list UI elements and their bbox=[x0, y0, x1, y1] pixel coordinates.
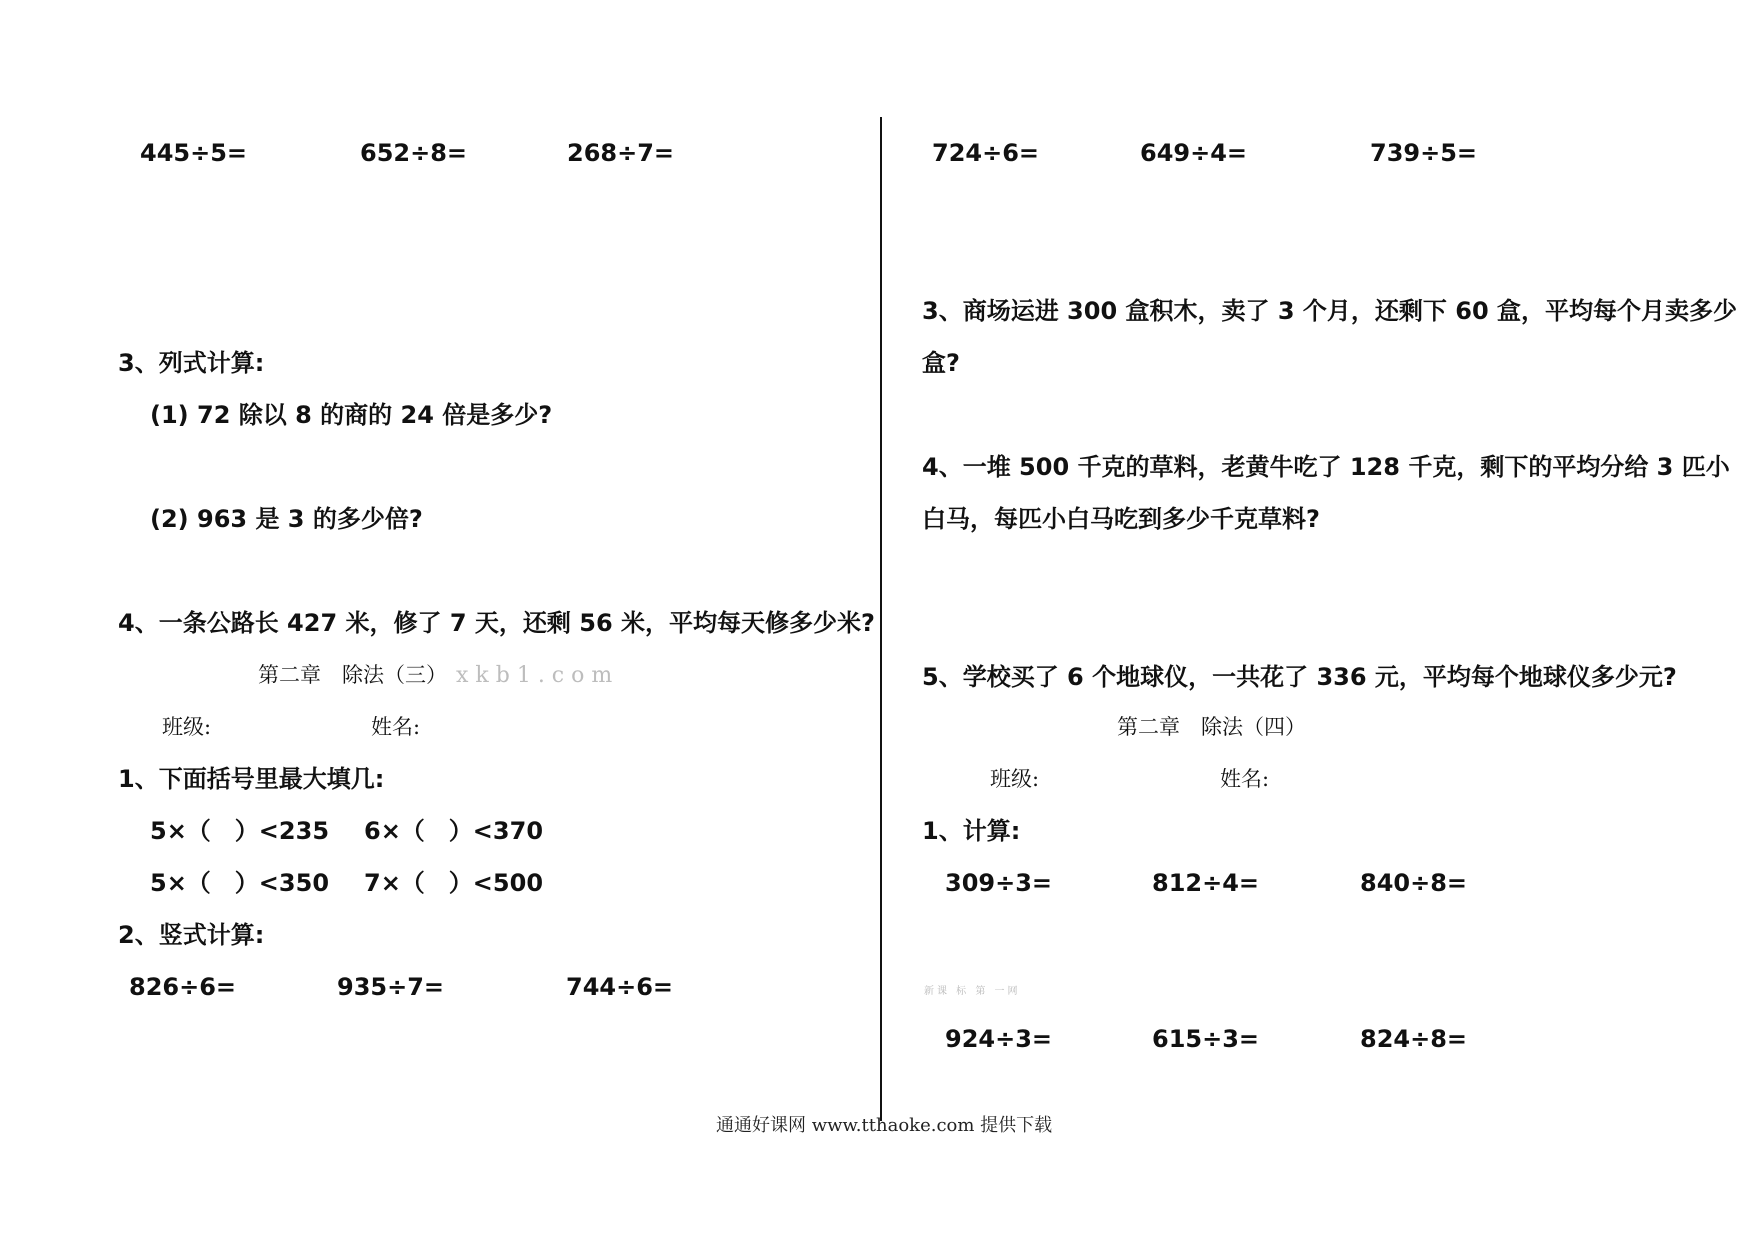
page-divider bbox=[880, 117, 882, 1121]
name-label-left: 姓名: bbox=[371, 715, 421, 739]
section3-question-1: (1) 72 除以 8 的商的 24 倍是多少? bbox=[150, 401, 553, 429]
vertical-calc-expr-1: 826÷6= bbox=[129, 973, 237, 1001]
blank-expr-2: 6×（ ）<370 bbox=[364, 817, 544, 845]
calc-expr-1: 309÷3= bbox=[945, 869, 1053, 897]
right-top-expr-1: 724÷6= bbox=[932, 139, 1040, 167]
calc-expr-2: 812÷4= bbox=[1152, 869, 1260, 897]
name-label-right: 姓名: bbox=[1220, 767, 1270, 791]
fill-max-heading: 1、下面括号里最大填几: bbox=[118, 765, 385, 793]
watermark-xkb1: xkb1.com bbox=[456, 663, 620, 688]
left-top-expr-3: 268÷7= bbox=[567, 139, 675, 167]
section3-question-2: (2) 963 是 3 的多少倍? bbox=[150, 505, 423, 533]
footer-source: 通通好课网 www.tthaoke.com 提供下载 bbox=[716, 1115, 1053, 1136]
calc-heading: 1、计算: bbox=[922, 817, 1021, 845]
problem-3-line-1: 3、商场运进 300 盒积木，卖了 3 个月，还剩下 60 盒，平均每个月卖多少 bbox=[922, 297, 1738, 325]
blank-expr-1: 5×（ ）<235 bbox=[150, 817, 330, 845]
class-label-left: 班级: bbox=[162, 715, 212, 739]
right-top-expr-2: 649÷4= bbox=[1140, 139, 1248, 167]
vertical-calc-expr-3: 744÷6= bbox=[566, 973, 674, 1001]
calc-expr-3: 840÷8= bbox=[1360, 869, 1468, 897]
left-top-expr-1: 445÷5= bbox=[140, 139, 248, 167]
calc-expr-6: 824÷8= bbox=[1360, 1025, 1468, 1053]
blank-expr-3: 5×（ ）<350 bbox=[150, 869, 330, 897]
left-top-expr-2: 652÷8= bbox=[360, 139, 468, 167]
section4-problem: 4、一条公路长 427 米，修了 7 天，还剩 56 米，平均每天修多少米? bbox=[118, 609, 875, 637]
calc-expr-5: 615÷3= bbox=[1152, 1025, 1260, 1053]
vertical-calc-heading: 2、竖式计算: bbox=[118, 921, 265, 949]
section3-heading: 3、列式计算: bbox=[118, 349, 265, 377]
class-label-right: 班级: bbox=[990, 767, 1040, 791]
problem-5: 5、学校买了 6 个地球仪，一共花了 336 元，平均每个地球仪多少元? bbox=[922, 663, 1677, 691]
chapter-title-left: 第二章 除法（三） bbox=[258, 663, 447, 687]
problem-3-line-2: 盒? bbox=[922, 349, 960, 377]
vertical-calc-expr-2: 935÷7= bbox=[337, 973, 445, 1001]
problem-4-line-2: 白马，每匹小白马吃到多少千克草料? bbox=[922, 505, 1320, 533]
blank-expr-4: 7×（ ）<500 bbox=[364, 869, 544, 897]
chapter-title-right: 第二章 除法（四） bbox=[1117, 715, 1306, 739]
right-top-expr-3: 739÷5= bbox=[1370, 139, 1478, 167]
calc-expr-4: 924÷3= bbox=[945, 1025, 1053, 1053]
tiny-watermark: 新课 标 第 一网 bbox=[924, 986, 1021, 997]
problem-4-line-1: 4、一堆 500 千克的草料，老黄牛吃了 128 千克，剩下的平均分给 3 匹小 bbox=[922, 453, 1730, 481]
